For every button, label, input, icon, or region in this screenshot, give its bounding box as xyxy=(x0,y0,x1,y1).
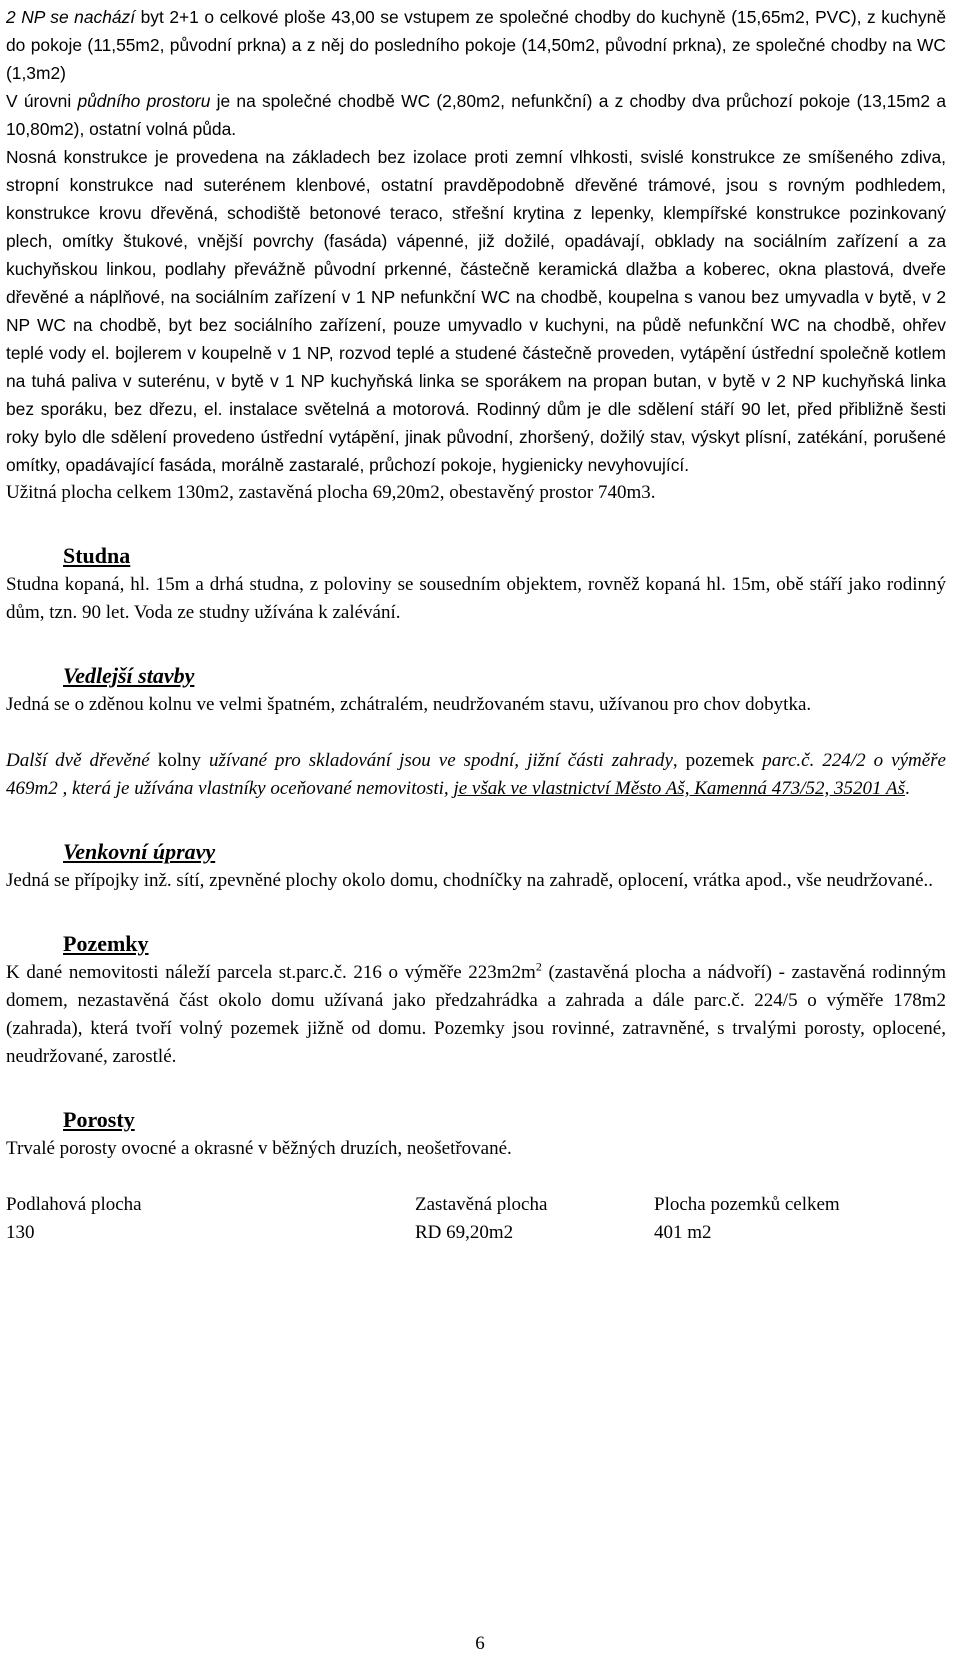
summary-header-row xyxy=(6,1191,946,1219)
summary-value-land: 401 m2 xyxy=(654,1222,712,1243)
page-number: 6 xyxy=(475,1633,485,1654)
text-v2c: užívané pro skladování jsou ve spodní, jižní části zahrady xyxy=(209,750,673,771)
heading-vedlejsi: Vedlejší stavby xyxy=(63,663,195,688)
text-v2a: Další dvě dřevěné xyxy=(6,750,150,771)
text-attic-c: je na společné chodbě WC (2,80m2, nefunkční) a z chodby dva průchozí pokoje (13,15m2 a 10,80m2), ostatní volná půda. xyxy=(6,91,946,139)
text-pozemky-sup: 2 xyxy=(535,959,542,974)
summary-header-floor: Podlahová plocha xyxy=(6,1194,142,1215)
summary-value-row xyxy=(6,1219,946,1247)
summary-value-built: RD 69,20m2 xyxy=(415,1222,514,1243)
text-attic-b: půdního prostoru xyxy=(77,91,211,111)
summary-header-built: Zastavěná plocha xyxy=(415,1194,548,1215)
paragraph-attic xyxy=(6,87,946,143)
text-attic-a: V úrovni xyxy=(6,91,78,111)
paragraph-construction: Nosná konstrukce je provedena na základech bez izolace proti zemní vlhkosti, svislé konstrukce ze smíšeného zdiva, stropní konstrukce nad suterénem klenbové, ostatní pravděpodobně dřevěné trámové, jsou s rovným podhledem, konstrukce krovu dřevěná, schodiště betonové teraco, střešní krytina z lepenky, klempířské konstrukce pozinkovaný plech, omítky štukové, vnější povrchy (fasáda) vápenné, již dožilé, opadávají, obklady na sociálním zařízení a za kuchyňskou linkou, podlahy převážně původní prkenné, částečně keramická dlažba a koberec, okna plastová, dveře dřevěné a náplňové, na sociálním zařízení v 1 NP nefunkční WC na chodbě, koupelna s vanou bez umyvadla v bytě, v 2 NP WC na chodbě, byt bez sociálního zařízení, pouze umyvadlo v kuchyni, na půdě nefunkční WC na chodbě, ohřev teplé vody el. bojlerem v koupelně v 1 NP, rozvod teplé a studené částečně proveden, vytápění ústřední společně kotlem na tuhá paliva v suterénu, v bytě v 1 NP kuchyňská linka se sporákem na propan butan, v bytě v 2 NP kuchyňská linka bez sporáku, bez dřezu, el. instalace světelná a motorová. Rodinný dům je dle sdělení stáří 90 let, před přibližně šesti roky bylo dle sdělení provedeno ústřední vytápění, jinak původní, zhoršený, dožilý stav, výskyt plísní, zatékání, porušené omítky, opadávající fasáda, morálně zastaralé, průchozí pokoje, hygienicky nevyhovující. xyxy=(6,147,946,475)
text-v2f: o výměře 469m2 , která je užívána vlastníky oceňované nemovitosti, xyxy=(6,750,946,799)
paragraph-areas: Užitná plocha celkem 130m2, zastavěná plocha 69,20m2, obestavěný prostor 740m3. xyxy=(6,482,656,503)
text-pozemky-b: (zastavěná plocha a nádvoří) - zastavěná rodinným domem, nezastavěná část okolo domu užívaná jako předzahrádka a zahrada a dále parc.č. 224/5 o výměře 178m2 (zahrada), která tvoří volný pozemek jižně od domu. Pozemky jsou rovinné, zatravněné, s trvalými porosty, oplocené, neudržované, zarostlé. xyxy=(6,962,946,1067)
paragraph-vedlejsi-2 xyxy=(6,747,946,803)
text-2np-lead: 2 NP se nachází xyxy=(6,7,136,27)
paragraph-pozemky xyxy=(6,959,946,1071)
text-2np-body: byt 2+1 o celkové ploše 43,00 se vstupem ze společné chodby do kuchyně (15,65m2, PVC), z kuchyně do pokoje (11,55m2, původní prkna) a z něj do posledního pokoje (14,50m2, původní prkna), ze společné chodby na WC (1,3m2) xyxy=(6,7,947,83)
text-pozemky-a: K dané nemovitosti náleží parcela st.parc.č. 216 o výměře 223m2m xyxy=(6,962,536,983)
summary-value-floor: 130 xyxy=(6,1222,35,1243)
paragraph-porosty: Trvalé porosty ovocné a okrasné v běžných druzích, neošetřované. xyxy=(6,1138,512,1159)
heading-venkovni: Venkovní úpravy xyxy=(63,839,216,864)
paragraph-venkovni: Jedná se přípojky inž. sítí, zpevněné plochy okolo domu, chodníčky na zahradě, oplocení, vrátka apod., vše neudržované.. xyxy=(6,870,934,891)
paragraph-2np xyxy=(6,3,946,87)
summary-header-land: Plocha pozemků celkem xyxy=(654,1194,840,1215)
heading-porosty: Porosty xyxy=(63,1107,135,1132)
heading-pozemky: Pozemky xyxy=(63,931,149,956)
text-v2h: . xyxy=(904,778,910,799)
text-v2e: parc.č. 224/2 xyxy=(762,750,866,771)
text-v2d: , pozemek xyxy=(672,750,763,771)
document-page xyxy=(6,0,946,1247)
paragraph-studna: Studna kopaná, hl. 15m a drhá studna, z poloviny se sousedním objektem, rovněž kopaná hl. 15m, obě stáří jako rodinný dům, tzn. 90 let. Voda ze studny užívána k zalévání. xyxy=(6,574,946,623)
heading-studna: Studna xyxy=(63,543,131,568)
text-v2b: kolny xyxy=(149,750,209,771)
text-v2g: je však ve vlastnictví Město Aš, Kamenná 473/52, 35201 Aš xyxy=(453,778,905,799)
paragraph-vedlejsi-1: Jedná se o zděnou kolnu ve velmi špatném, zchátralém, neudržovaném stavu, užívanou pro chov dobytka. xyxy=(6,694,812,715)
